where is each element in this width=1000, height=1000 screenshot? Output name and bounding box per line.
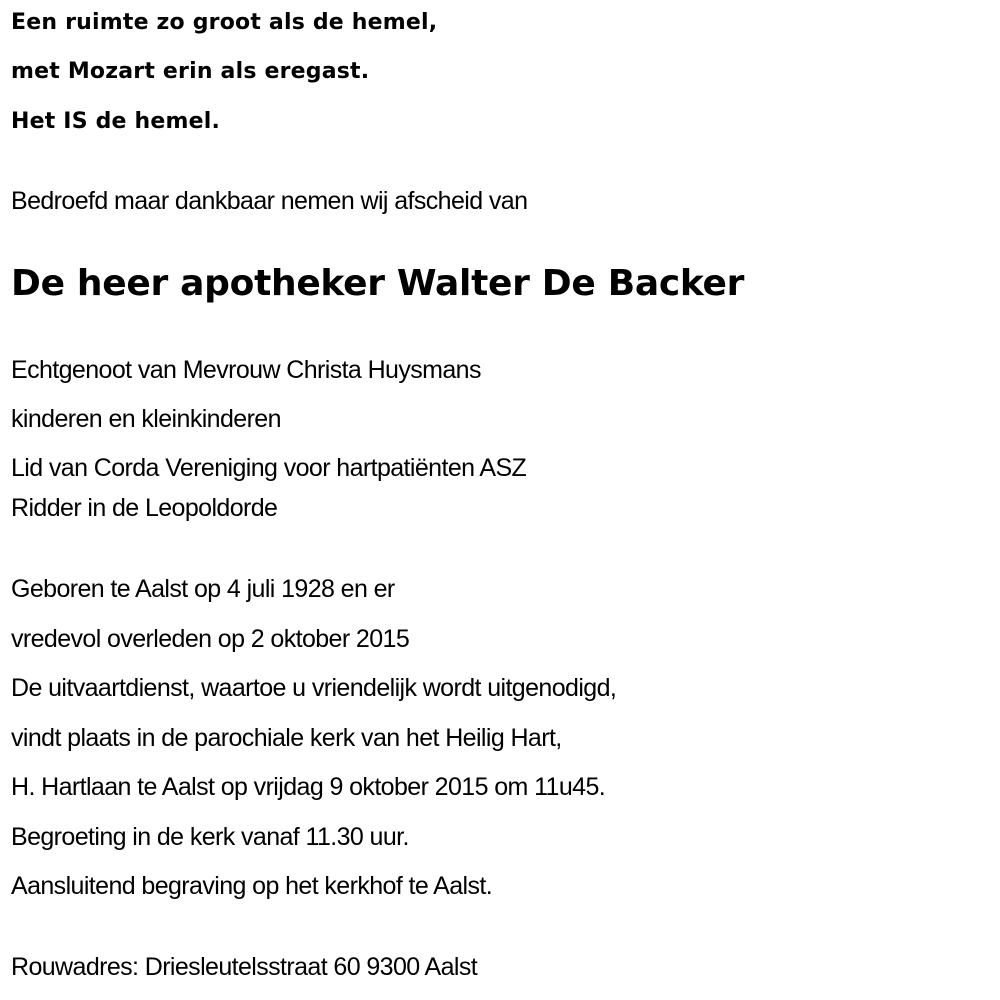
detail-line-born: Geboren te Aalst op 4 juli 1928 en er — [11, 575, 395, 603]
detail-line-died: vredevol overleden op 2 oktober 2015 — [11, 625, 410, 653]
verse-line-2: met Mozart erin als eregast. — [11, 59, 370, 84]
detail-line-greeting: Begroeting in de kerk vanaf 11.30 uur. — [11, 823, 409, 851]
deceased-name: De heer apotheker Walter De Backer — [11, 263, 745, 304]
mourning-address: Rouwadres: Driesleutelsstraat 60 9300 Aalst — [11, 953, 478, 981]
relation-line-spouse: Echtgenoot van Mevrouw Christa Huysmans — [11, 356, 481, 384]
verse-line-3: Het IS de hemel. — [11, 109, 221, 134]
detail-line-church: vindt plaats in de parochiale kerk van het Heilig Hart, — [11, 724, 562, 752]
relation-line-membership: Lid van Corda Vereniging voor hartpatiënten ASZ — [11, 454, 527, 482]
relation-line-honor: Ridder in de Leopoldorde — [11, 494, 278, 522]
relation-line-children: kinderen en kleinkinderen — [11, 405, 281, 433]
detail-line-date-time: H. Hartlaan te Aalst op vrijdag 9 oktober 2015 om 11u45. — [11, 773, 606, 801]
detail-line-service: De uitvaartdienst, waartoe u vriendelijk wordt uitgenodigd, — [11, 674, 617, 702]
detail-line-burial: Aansluitend begraving op het kerkhof te Aalst. — [11, 872, 493, 900]
verse-line-1: Een ruimte zo groot als de hemel, — [11, 10, 438, 35]
intro-text: Bedroefd maar dankbaar nemen wij afscheid van — [11, 187, 528, 215]
